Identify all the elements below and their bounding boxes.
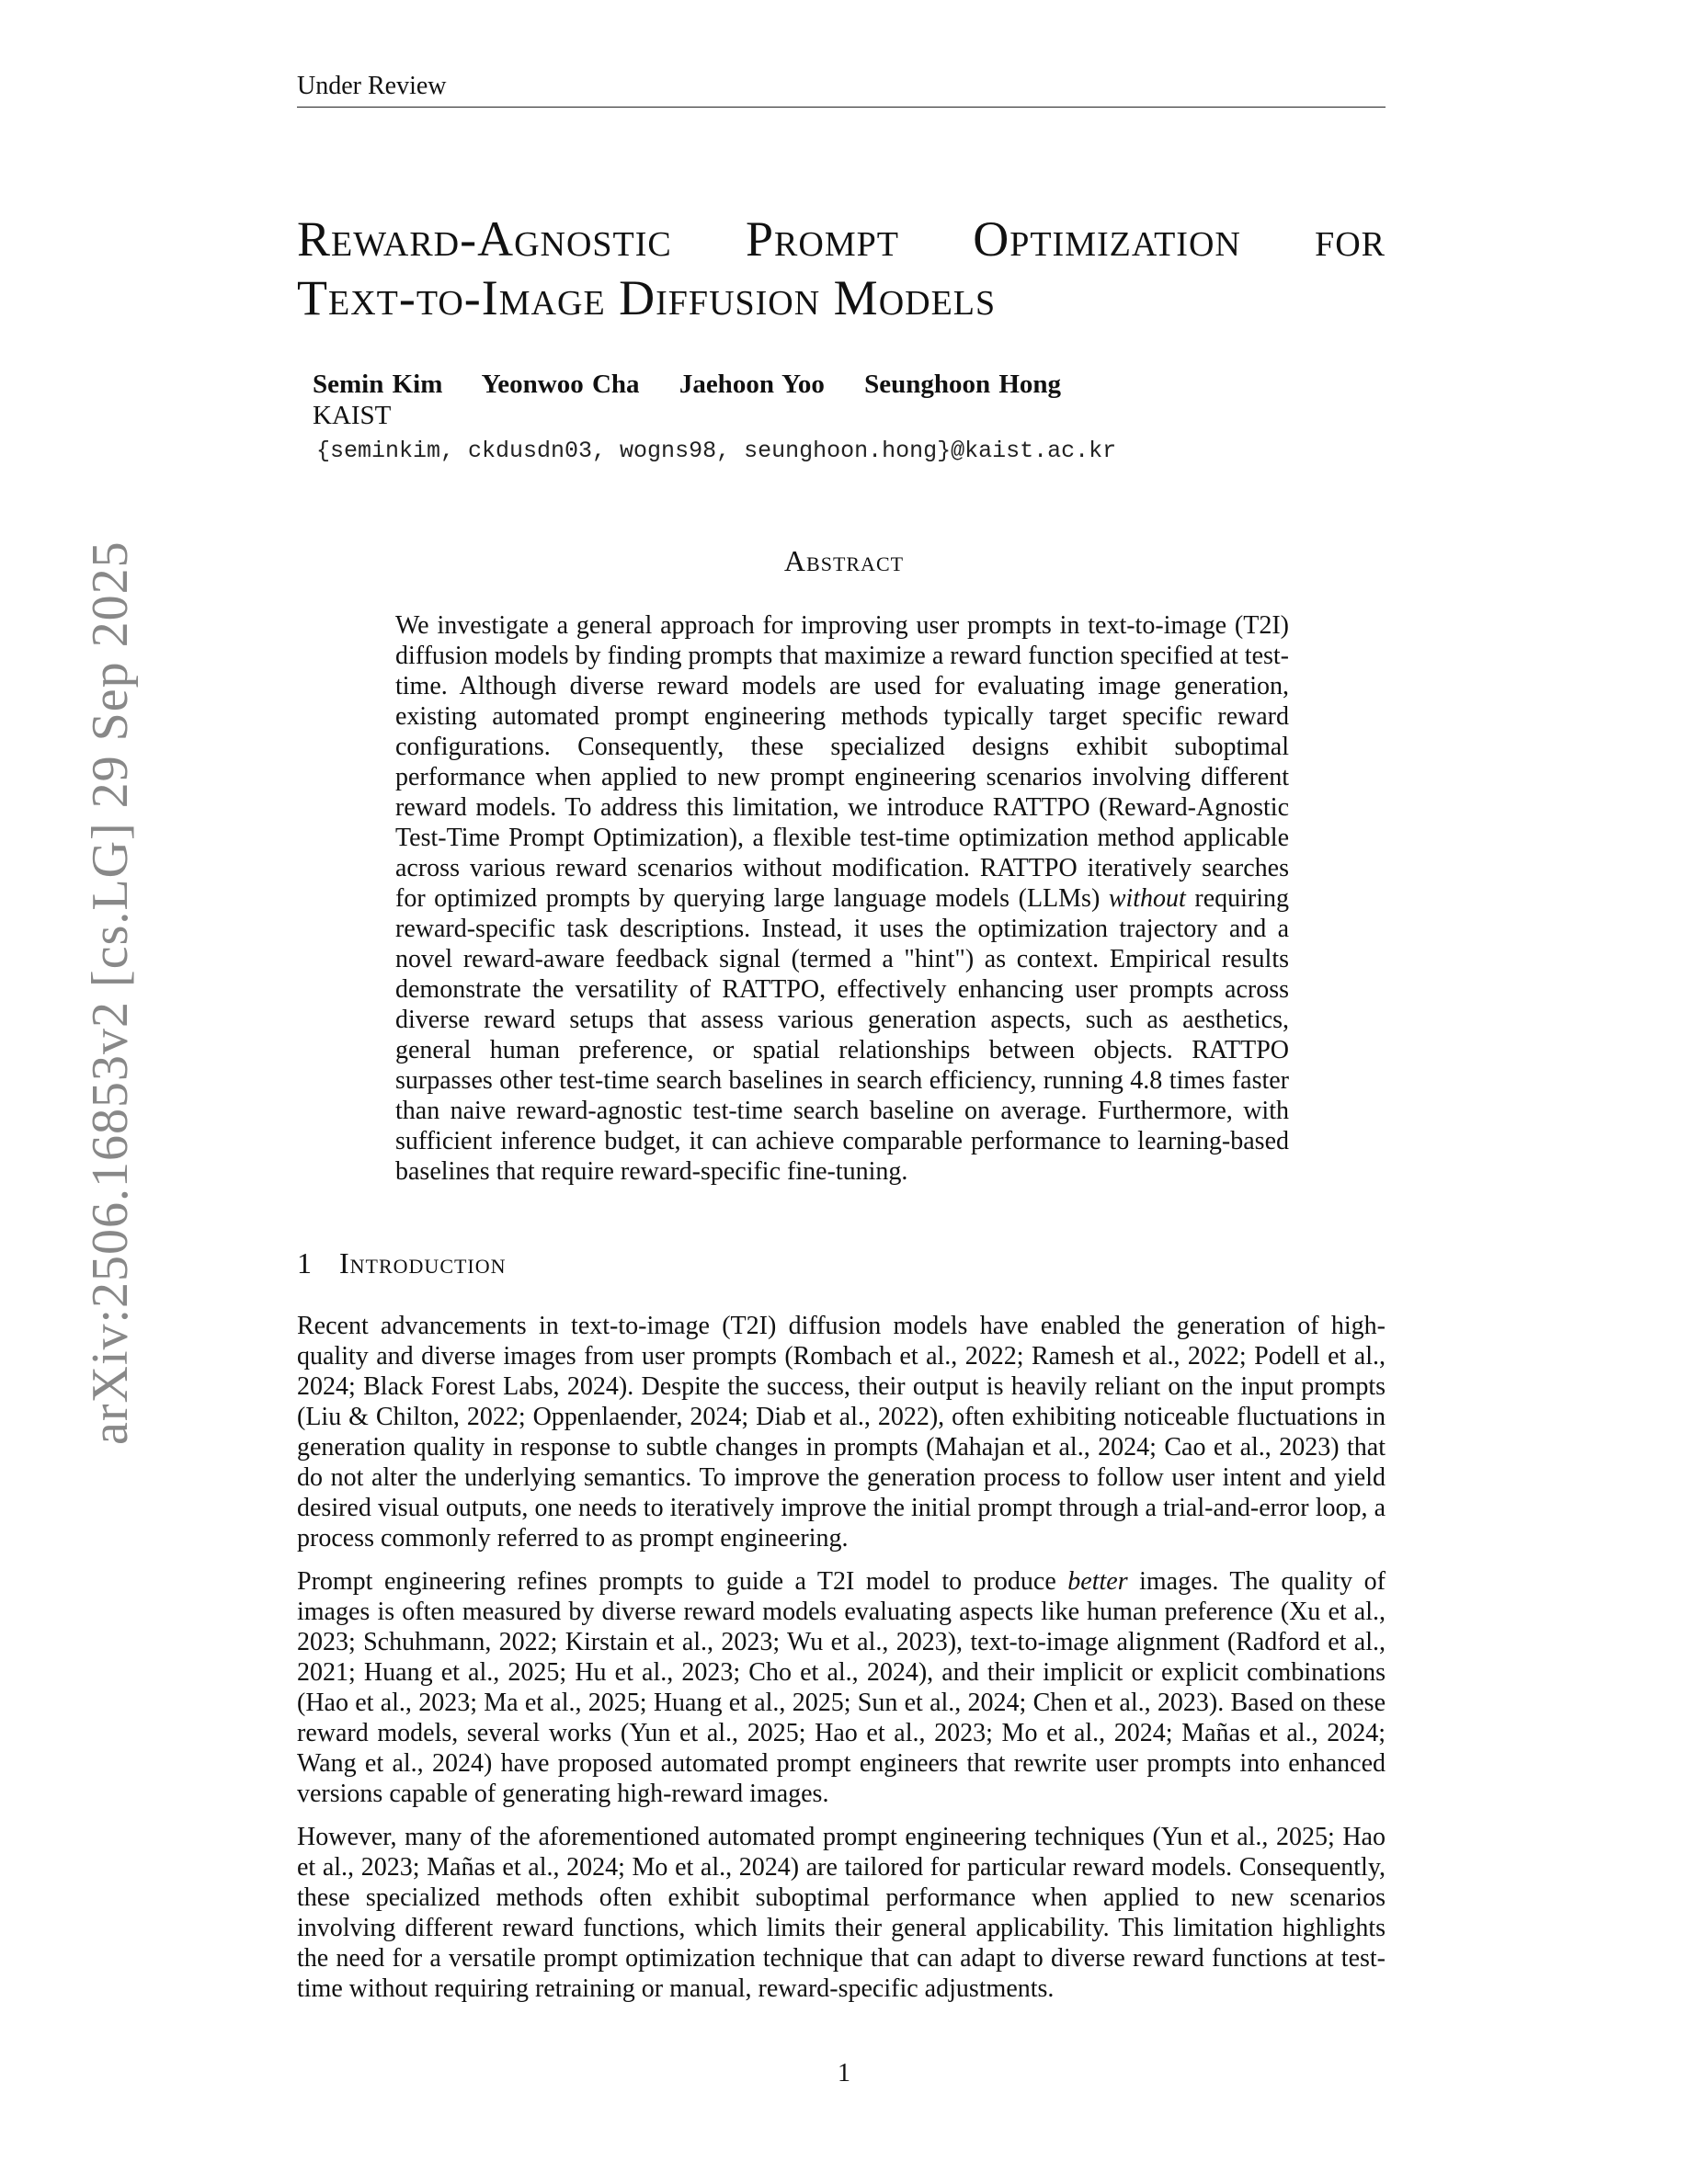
abstract-heading: Abstract (783, 544, 905, 577)
section-heading (297, 1246, 507, 1280)
intro-p2-italic: better (1067, 1567, 1128, 1596)
affiliation: KAIST (313, 401, 392, 430)
author-name: Seunghoon Hong (864, 370, 1062, 399)
intro-paragraph-3: However, many of the aforementioned automated prompt engineering techniques (Yun et al., 2025; Hao et al., 2023; Mañas et al., 2024; Mo et al., 2024) are tailored for particular reward models. Consequently, these specialized methods often exhibit suboptimal performance when applied to new scenarios involving different reward functions, which limits their general applicability. This limitation highlights the need for a versatile prompt optimization technique that can adapt to diverse reward functions at test-time without requiring retraining or manual, reward-specific adjustments. (297, 1823, 1386, 2003)
section-number: 1 (297, 1246, 312, 1280)
intro-paragraph-1: Recent advancements in text-to-image (T2I) diffusion models have enabled the generation of high-quality and diverse images from user prompts (Rombach et al., 2022; Ramesh et al., 2022; Podell et al., 2024; Black Forest Labs, 2024). Despite the success, their output is heavily reliant on the input prompts (Liu & Chilton, 2022; Oppenlaender, 2024; Diab et al., 2022), often exhibiting noticeable fluctuations in generation quality in response to subtle changes in prompts (Mahajan et al., 2024; Cao et al., 2023) that do not alter the underlying semantics. To improve the generation process to follow user intent and yield desired visual outputs, one needs to iteratively improve the initial prompt through a trial-and-error loop, a process commonly referred to as prompt engineering. (297, 1312, 1386, 1553)
intro-p2-text-1: Prompt engineering refines prompts to guide a T2I model to produce (297, 1567, 1068, 1596)
author-name: Yeonwoo Cha (481, 370, 640, 399)
abstract-text-1: We investigate a general approach for improving user prompts in text-to-image (T2I) diffusion models by finding prompts that maximize a reward function specified at test-time. Although diverse reward models are used for evaluating image generation, existing automated prompt engineering methods typically target specific reward configurations. Consequently, these specialized designs exhibit suboptimal performance when applied to new prompt engineering scenarios involving different reward models. To address this limitation, we introduce RATTPO (Reward-Agnostic Test-Time Prompt Optimization), a flexible test-time optimization method applicable across various reward scenarios without modification. RATTPO iteratively searches for optimized prompts by querying large language models (LLMs) (395, 611, 1289, 913)
title-line-1: Reward-Agnostic Prompt Optimization for (297, 211, 1386, 267)
page-number: 1 (838, 2059, 850, 2087)
abstract-text-2: requiring reward-specific task descriptions. Instead, it uses the optimization trajectory and a novel reward-aware feedback signal (termed a "hint") as context. Empirical results demonstrate the versatility of RATTPO, effectively enhancing user prompts across diverse reward setups that assess various generation aspects, such as aesthetics, general human preference, or spatial relationships between objects. RATTPO surpasses other test-time search baselines in search efficiency, running 4.8 times faster than naive reward-agnostic test-time search baseline on average. Furthermore, with sufficient inference budget, it can achieve comparable performance to learning-based baselines that require reward-specific fine-tuning. (395, 884, 1289, 1186)
author-emails: {seminkim, ckdusdn03, wogns98, seunghoon.hong}@kaist.ac.kr (316, 438, 1117, 464)
intro-p2-text-2: images. The quality of images is often measured by diverse reward models evaluating aspects like human preference (Xu et al., 2023; Schuhmann, 2022; Kirstain et al., 2023; Wu et al., 2023), text-to-image alignment (Radford et al., 2021; Huang et al., 2025; Hu et al., 2023; Cho et al., 2024), and their implicit or explicit combinations (Hao et al., 2023; Ma et al., 2025; Huang et al., 2025; Sun et al., 2024; Chen et al., 2023). Based on these reward models, several works (Yun et al., 2025; Hao et al., 2023; Mo et al., 2024; Mañas et al., 2024; Wang et al., 2024) have proposed automated prompt engineers that rewrite user prompts into enhanced versions capable of generating high-reward images. (297, 1567, 1386, 1808)
author-name: Jaehoon Yoo (679, 370, 825, 399)
author-list (313, 370, 1092, 400)
author-name: Semin Kim (313, 370, 443, 399)
intro-paragraph-2 (297, 1566, 1386, 1809)
title-line-2: Text-to-Image Diffusion Models (297, 270, 997, 325)
arxiv-identifier-stamp[interactable]: arXiv:2506.16853v2 [cs.LG] 29 Sep 2025 (82, 540, 139, 1445)
section-title: Introduction (339, 1246, 507, 1280)
paper-title (297, 210, 1386, 327)
running-header: Under Review (297, 72, 447, 100)
abstract-body (395, 610, 1289, 1187)
introduction-body (297, 1311, 1386, 2017)
abstract-italic: without (1108, 884, 1186, 913)
header-rule (297, 107, 1386, 108)
